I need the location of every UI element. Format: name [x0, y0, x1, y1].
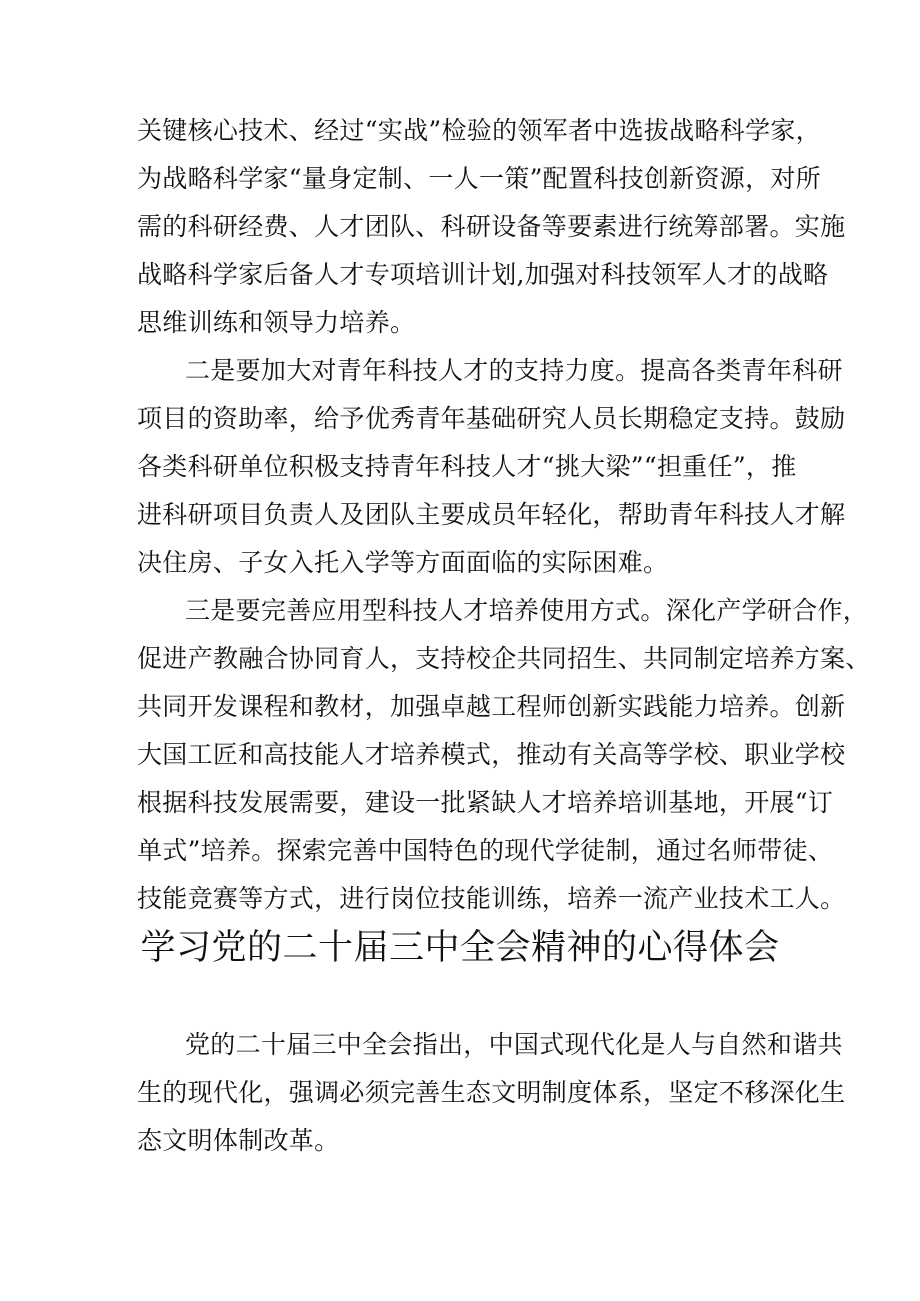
paragraph-line: 决住房、子女入托入学等方面面临的实际困难。	[137, 548, 669, 577]
paragraph-line: 大国工匠和高技能人才培养模式，推动有关高等学校、职业学校	[137, 740, 846, 769]
paragraph-line: 二是要加大对青年科技人才的支持力度。提高各类青年科研	[185, 356, 843, 385]
paragraph-line: 促进产教融合协同育人，支持校企共同招生、共同制定培养方案、	[137, 644, 871, 673]
article-title: 学习党的二十届三中全会精神的心得体会	[140, 928, 780, 968]
paragraph-line: 为战略科学家“量身定制、一人一策”配置科技创新资源，对所	[137, 164, 821, 193]
paragraph-line: 进科研项目负责人及团队主要成员年轻化，帮助青年科技人才解	[137, 500, 846, 529]
paragraph-line: 共同开发课程和教材，加强卓越工程师创新实践能力培养。创新	[137, 692, 846, 721]
paragraph-line: 生的现代化，强调必须完善生态文明制度体系，坚定不移深化生	[137, 1078, 846, 1107]
paragraph-line: 技能竞赛等方式，进行岗位技能训练，培养一流产业技术工人。	[137, 884, 846, 913]
paragraph-line: 各类科研单位积极支持青年科技人才“挑大梁”“担重任”，推	[137, 452, 797, 481]
paragraph-line: 战略科学家后备人才专项培训计划,加强对科技领军人才的战略	[137, 260, 829, 289]
paragraph-line: 根据科技发展需要，建设一批紧缺人才培养培训基地，开展“订	[137, 788, 834, 817]
paragraph-line: 思维训练和领导力培养。	[137, 308, 416, 337]
paragraph-line: 关键核心技术、经过“实战”检验的领军者中选拔战略科学家，	[137, 116, 821, 145]
paragraph-line: 需的科研经费、人才团队、科研设备等要素进行统筹部署。实施	[137, 212, 846, 241]
paragraph-line: 三是要完善应用型科技人才培养使用方式。深化产学研合作，	[185, 596, 869, 625]
paragraph-line: 党的二十届三中全会指出，中国式现代化是人与自然和谐共	[185, 1030, 843, 1059]
paragraph-line: 态文明体制改革。	[137, 1126, 340, 1155]
paragraph-line: 项目的资助率，给予优秀青年基础研究人员长期稳定支持。鼓励	[137, 404, 846, 433]
paragraph-line: 单式”培养。探索完善中国特色的现代学徒制，通过名师带徒、	[137, 836, 834, 865]
